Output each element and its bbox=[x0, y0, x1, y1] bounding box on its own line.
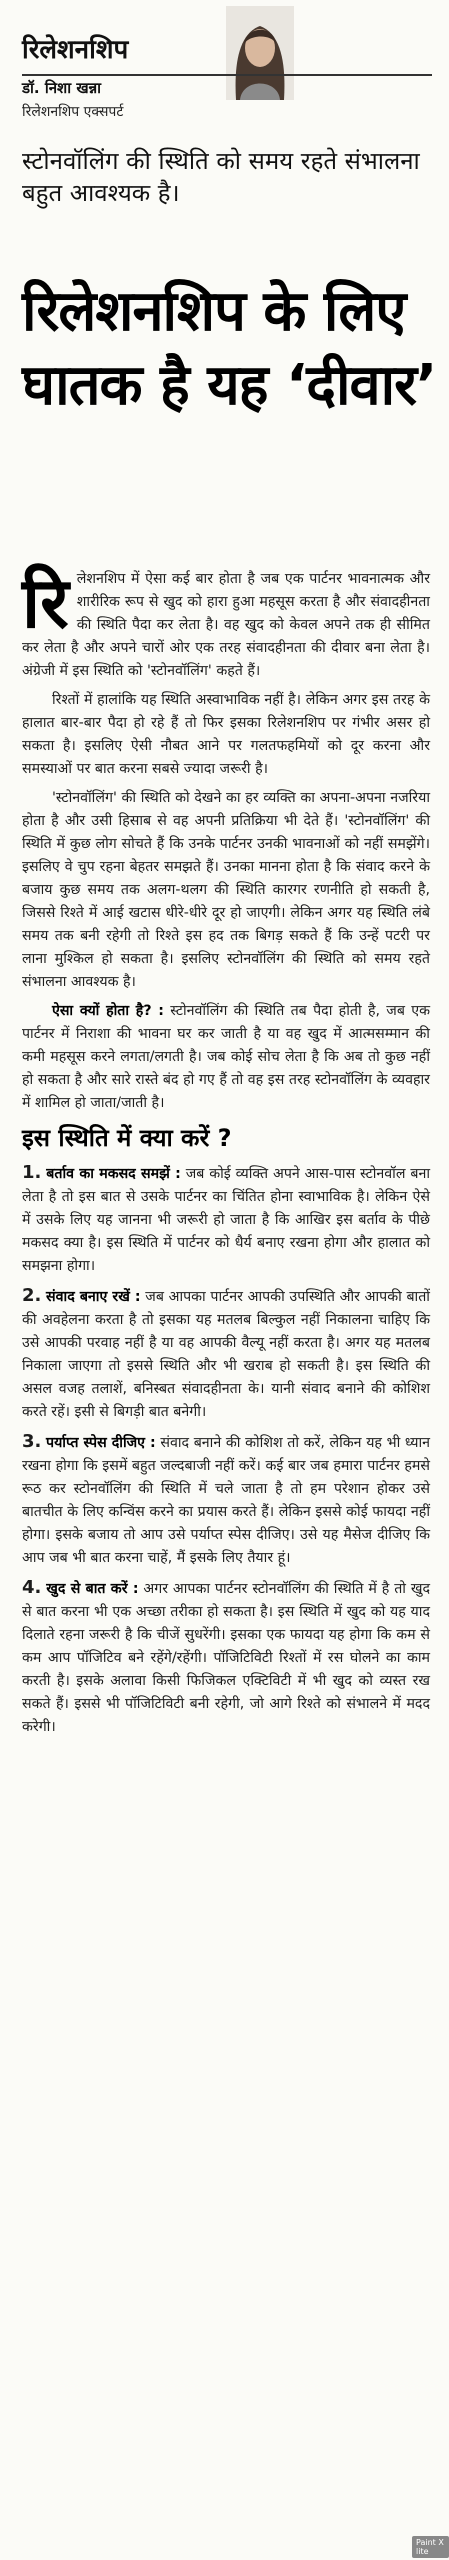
author-role: रिलेशनशिप एक्सपर्ट bbox=[22, 104, 124, 120]
paragraph-1 bbox=[22, 562, 430, 683]
tip-2-lead: संवाद बनाए रखें : bbox=[46, 1289, 141, 1305]
article-body bbox=[22, 562, 430, 1745]
article-headline: रिलेशनशिप के लिए घातक है यह ‘दीवार’ bbox=[22, 279, 437, 418]
section-title: इस स्थिति में क्या करें ? bbox=[22, 1124, 232, 1152]
tip-3-text: संवाद बनाने की कोशिश तो करें, लेकिन यह भी ध्यान रखना होगा कि इसमें बहुत जल्दबाजी नहीं करें। कई बार जब हमारा पार्टनर हमसे रूठ कर स्टोनवॉलिंग की स्थिति में चले जाता है तो हम परेशान होकर उसे बातचीत के लिए कन्विंस करने का प्रयास करते हैं। लेकिन इससे कोई फायदा नहीं होगा। इसके बजाय तो आप उसे पर्याप्त स्पेस दीजिए। उसे यह मैसेज दीजिए कि आप जब भी बात करना चाहें, मैं इसके लिए तैयार हूं। bbox=[22, 1435, 430, 1566]
tip-3 bbox=[22, 1430, 430, 1570]
paragraph-4-lead: ऐसा क्यों होता है? : bbox=[52, 1003, 164, 1019]
author-photo bbox=[226, 6, 294, 100]
tip-4-lead: खुद से बात करें : bbox=[46, 1581, 139, 1597]
tip-4-number: 4. bbox=[22, 1577, 42, 1598]
kicker-divider bbox=[22, 74, 432, 76]
paragraph-1-text: लेशनशिप में ऐसा कई बार होता है जब एक पार्टनर भावनात्मक और शारीरिक रूप से खुद को हारा हुआ महसूस करता है और संवादहीनता की स्थिति पैदा कर लेता है। वह खुद को केवल अपने तक ही सीमित कर लेता है और अपने चारों ओर एक तरह संवादहीनता की दीवार बना लेता है। अंग्रेजी में इस स्थिति को 'स्टोनवॉलिंग' कहते हैं। bbox=[22, 571, 430, 679]
dropcap: रि bbox=[22, 562, 69, 644]
section-kicker: रिलेशनशिप bbox=[22, 35, 129, 65]
tip-3-lead: पर्याप्त स्पेस दीजिए : bbox=[46, 1435, 156, 1451]
paragraph-4-text: स्टोनवॉलिंग की स्थिति तब पैदा होती है, जब एक पार्टनर में निराशा की भावना घर कर जाती है या वह खुद में आत्मसम्मान की कमी महसूस करने लगता/लगती है। जब कोई सोच लेता है कि अब तो कुछ नहीं हो सकता है और सारे रास्ते बंद हो गए हैं तो वह इस तरह स्टोनवॉलिंग के व्यवहार में शामिल हो जाता/जाती है। bbox=[22, 1003, 430, 1111]
tip-2-number: 2. bbox=[22, 1285, 42, 1306]
paragraph-3: 'स्टोनवॉलिंग' की स्थिति को देखने का हर व्यक्ति का अपना-अपना नजरिया होता है और उसी हिसाब से वह अपनी प्रतिक्रिया भी देते हैं। 'स्टोनवॉलिंग' की स्थिति में कुछ लोग सोचते हैं कि उनके पार्टनर उनकी भावनाओं को नहीं समझेंगे। इसलिए वे चुप रहना बेहतर समझते हैं। उनका मानना होता है कि संवाद करने के बजाय कुछ समय तक अलग-थलग की स्थिति कारगर रणनीति हो सकती है, जिससे रिश्ते में आई खटास धीरे-धीरे दूर हो जाएगी। लेकिन अगर यह स्थिति लंबे समय तक बनी रहेगी तो रिश्ते इस हद तक बिगड़ सकते हैं कि उन्हें पटरी पर लाना मुश्किल हो सकता है। इसलिए स्टोनवॉलिंग की स्थिति को समय रहते संभालना आवश्यक है। bbox=[22, 790, 430, 990]
author-name: डॉ. निशा खन्ना bbox=[22, 79, 102, 97]
tip-1-text: जब कोई व्यक्ति अपने आस-पास स्टोनवॉल बना लेता है तो इस बात से उसके पार्टनर का चिंतित होना स्वाभाविक है। लेकिन ऐसे में उसके लिए यह जानना भी जरूरी हो जाता है कि आखिर इस बर्ताव के पीछे मकसद क्या है। इस स्थिति में पार्टनर को धैर्य बनाए रखना होगा और हालात को समझना होगा। bbox=[22, 1166, 430, 1274]
paragraph-2: रिश्तों में हालांकि यह स्थिति अस्वाभाविक नहीं है। लेकिन अगर इस तरह के हालात बार-बार पैदा हो रहे हैं तो फिर इसका रिलेशनशिप पर गंभीर असर हो सकता है। इसलिए ऐसी नौबत आने पर गलतफहमियों को दूर करना और समस्याओं पर बात करना सबसे ज्यादा जरूरी है। bbox=[22, 692, 430, 777]
tip-3-number: 3. bbox=[22, 1431, 42, 1452]
tip-1-number: 1. bbox=[22, 1162, 42, 1183]
tip-4-text: अगर आपका पार्टनर स्टोनवॉलिंग की स्थिति में है तो खुद से बात करना भी एक अच्छा तरीका हो सकता है। इस स्थिति में खुद को यह याद दिलाते रहना जरूरी है कि चीजें सुधरेंगी। इसका एक फायदा यह होगा कि कम से कम आप पॉजिटिव बने रहेंगे/रहेंगी। पॉजिटिविटी रिश्तों में रस घोलने का काम करती है। इसके अलावा किसी फिजिकल एक्टिविटी में भी खुद को व्यस्त रख सकते हैं। इससे भी पॉजिटिविटी बनी रहेगी, जो आगे रिश्ते को संभालने में मदद करेगी। bbox=[22, 1581, 430, 1735]
tip-4 bbox=[22, 1576, 430, 1739]
tip-1 bbox=[22, 1161, 430, 1278]
tip-2-text: जब आपका पार्टनर आपकी उपस्थिति और आपकी बातों की अवहेलना करता है तो इसका यह मतलब बिल्कुल नहीं निकालना चाहिए कि उसे आपकी परवाह नहीं है या वह आपकी वैल्यू नहीं करता है। अगर यह मतलब निकाला जाएगा तो इससे स्थिति और भी खराब हो सकती है। इस स्थिति की असल वजह तलाशें, बनिस्बत संवादहीनता के। यानी संवाद बनाने की कोशिश करते रहें। इसी से बिगड़ी बात बनेगी। bbox=[22, 1289, 430, 1420]
article-subhead: स्टोनवॉलिंग की स्थिति को समय रहते संभालना बहुत आवश्यक है। bbox=[22, 147, 420, 207]
tip-1-lead: बर्ताव का मकसद समझें : bbox=[46, 1166, 181, 1182]
app-badge: Paint X lite bbox=[412, 2536, 449, 2558]
paragraph-4 bbox=[22, 1000, 430, 1115]
tip-2 bbox=[22, 1284, 430, 1424]
